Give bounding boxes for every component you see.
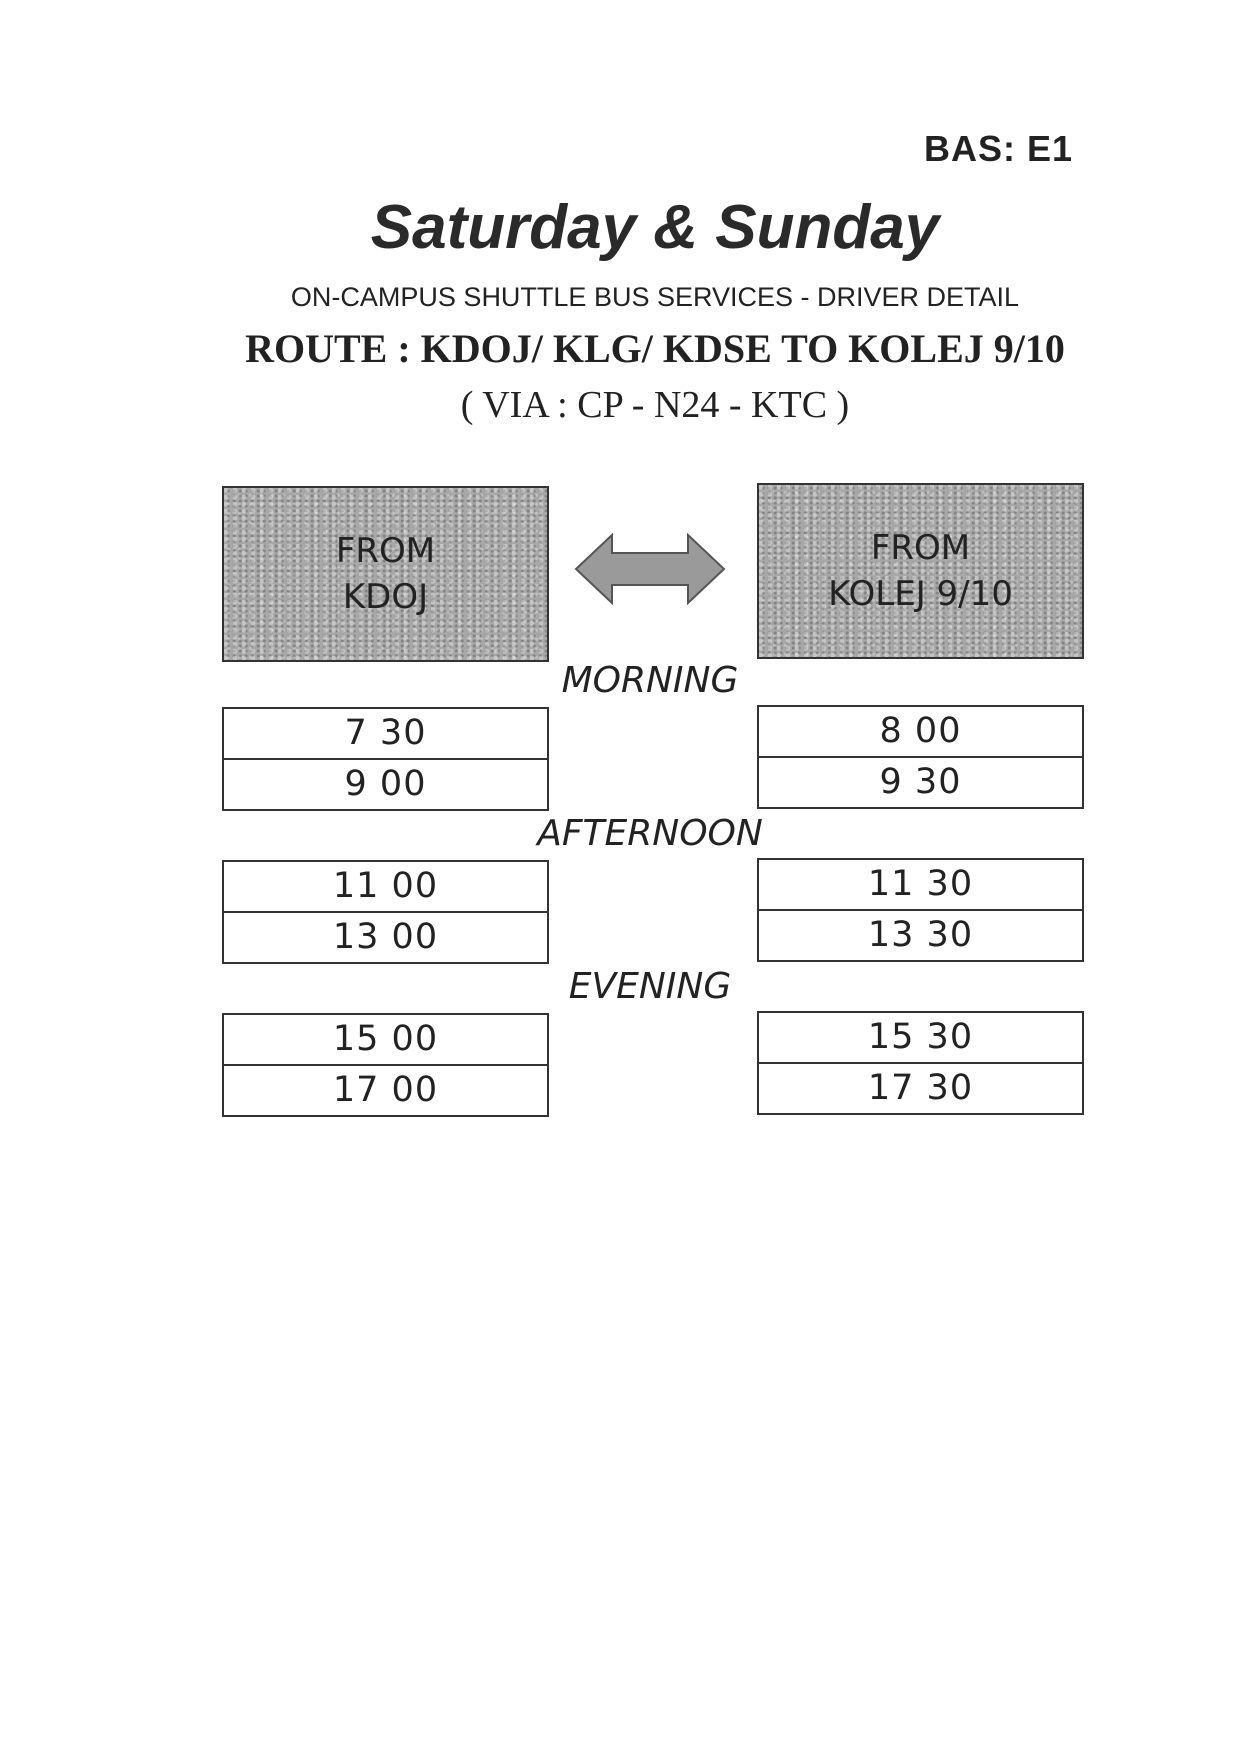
afternoon-kolej-times bbox=[757, 858, 1084, 962]
header-label-from: FROM bbox=[335, 531, 436, 571]
time-cell: 15 00 bbox=[332, 1019, 439, 1059]
time-cell: 13 30 bbox=[759, 909, 1082, 960]
time-cell: 13 00 bbox=[224, 911, 547, 962]
time-cell: 17 30 bbox=[759, 1062, 1082, 1113]
time-cell: 11 00 bbox=[332, 866, 439, 906]
morning-kdoj-times bbox=[222, 707, 549, 811]
via-line: ( VIA : CP - N24 - KTC ) bbox=[460, 384, 850, 426]
section-label-afternoon: AFTERNOON bbox=[537, 813, 763, 854]
section-label-evening: EVENING bbox=[568, 966, 732, 1007]
route-line: ROUTE : KDOJ/ KLG/ KDSE TO KOLEJ 9/10 bbox=[245, 326, 1065, 371]
evening-kdoj-times bbox=[222, 1013, 549, 1117]
section-label-morning: MORNING bbox=[561, 660, 739, 701]
time-cell: 15 30 bbox=[867, 1017, 974, 1057]
header-label-origin: KOLEJ 9/10 bbox=[828, 574, 1013, 614]
bus-code: BAS: E1 bbox=[923, 128, 1073, 169]
double-headed-arrow-icon bbox=[574, 533, 726, 605]
time-cell: 11 30 bbox=[867, 864, 974, 904]
from-kdoj-header bbox=[222, 486, 549, 662]
header-label-from: FROM bbox=[870, 528, 971, 568]
page-title: Saturday & Sunday bbox=[370, 193, 940, 262]
afternoon-kdoj-times bbox=[222, 860, 549, 964]
time-cell: 9 00 bbox=[224, 758, 547, 809]
time-cell: 8 00 bbox=[879, 711, 962, 751]
time-cell: 9 30 bbox=[759, 756, 1082, 807]
evening-kolej-times bbox=[757, 1011, 1084, 1115]
morning-kolej-times bbox=[757, 705, 1084, 809]
header-label-origin: KDOJ bbox=[342, 577, 429, 617]
service-subtitle: ON-CAMPUS SHUTTLE BUS SERVICES - DRIVER DETAIL bbox=[290, 282, 1020, 312]
time-cell: 17 00 bbox=[224, 1064, 547, 1115]
from-kolej-header bbox=[757, 483, 1084, 659]
time-cell: 7 30 bbox=[344, 713, 427, 753]
